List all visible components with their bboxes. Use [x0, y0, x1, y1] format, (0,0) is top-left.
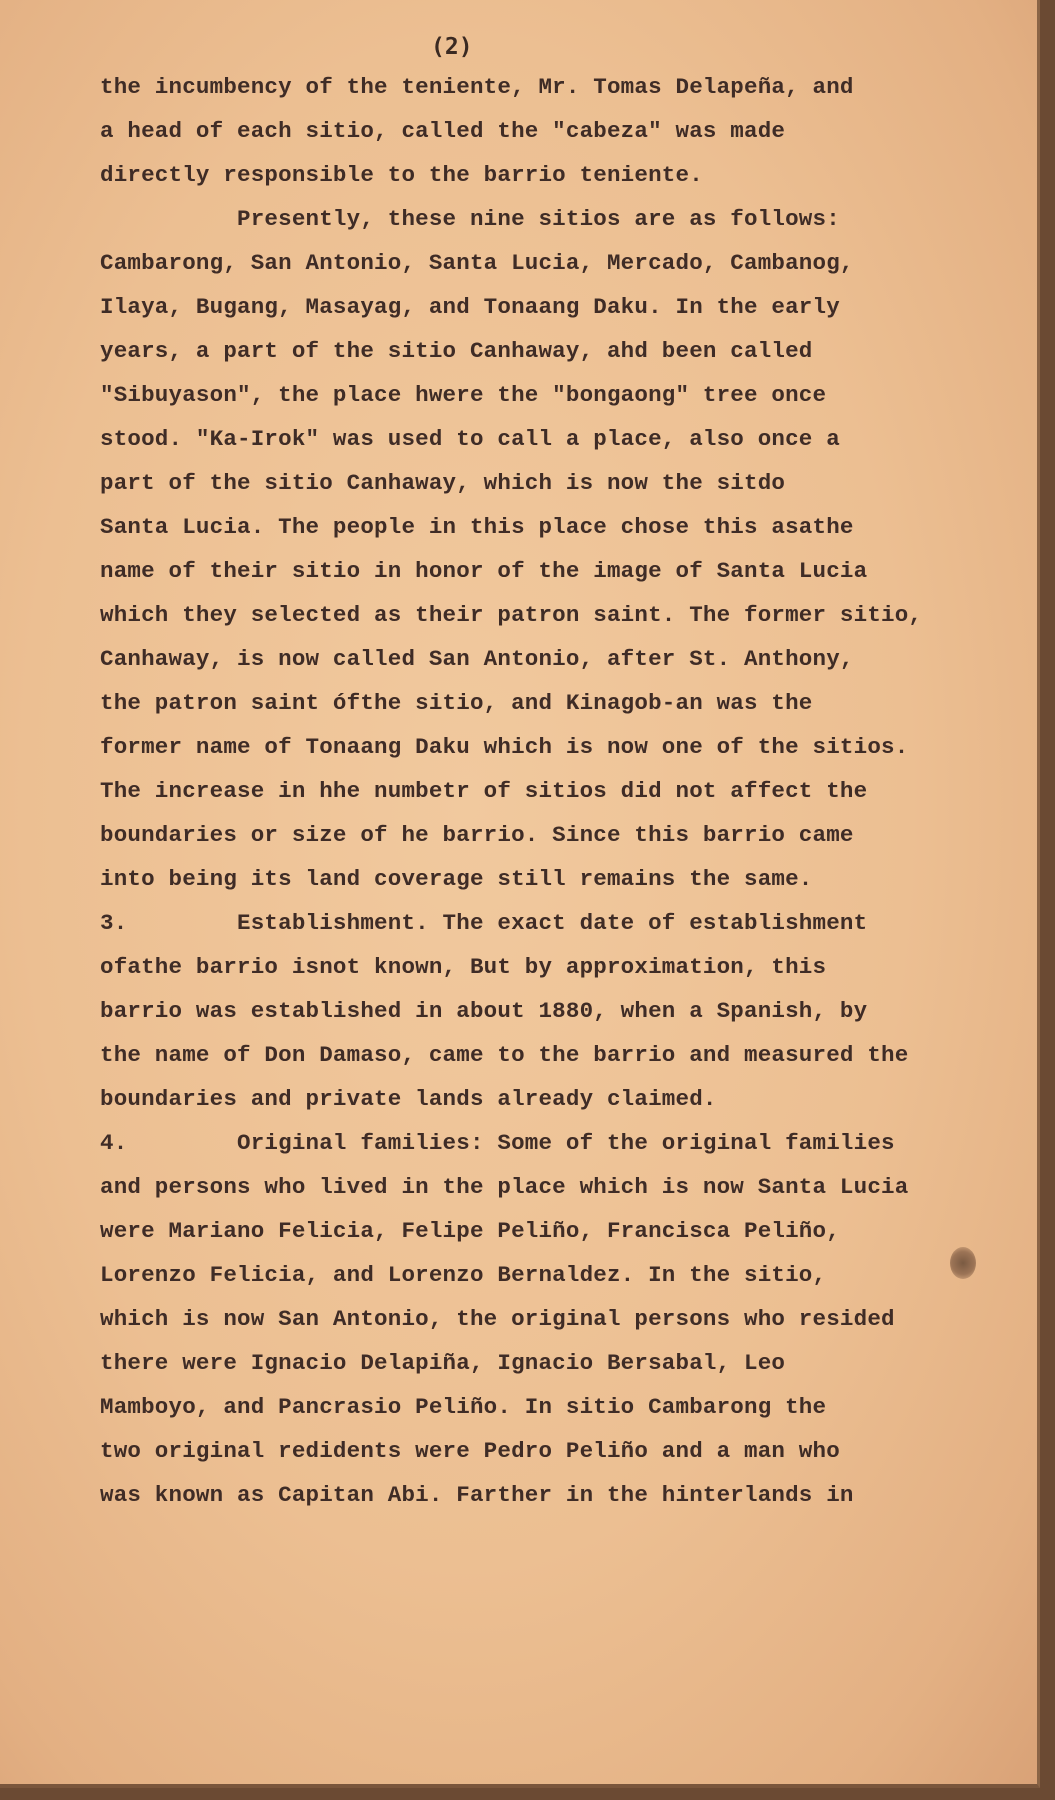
text-line: part of the sitio Canhaway, which is now the sitdo	[100, 470, 786, 496]
text-line: directly responsible to the barrio teniente.	[100, 162, 703, 188]
text-line: two original redidents were Pedro Peliño and a man who	[100, 1438, 840, 1464]
text-line: The increase in hhe numbetr of sitios did not affect the	[100, 778, 868, 804]
text-line: was known as Capitan Abi. Farther in the hinterlands in	[100, 1482, 854, 1508]
text-line: Lorenzo Felicia, and Lorenzo Bernaldez. In the sitio,	[100, 1262, 827, 1288]
text-line: a head of each sitio, called the "cabeza" was made	[100, 118, 786, 144]
text-line: "Sibuyason", the place hwere the "bongaong" tree once	[100, 382, 827, 408]
text-line: which they selected as their patron saint. The former sitio,	[100, 602, 923, 628]
text-line: there were Ignacio Delapiña, Ignacio Bersabal, Leo	[100, 1350, 786, 1376]
text-line: the name of Don Damaso, came to the barrio and measured the	[100, 1042, 909, 1068]
text-line: the patron saint ófthe sitio, and Kinagob-an was the	[100, 690, 813, 716]
text-line: were Mariano Felicia, Felipe Peliño, Francisca Peliño,	[100, 1218, 840, 1244]
text-line: the incumbency of the teniente, Mr. Tomas Delapeña, and	[100, 74, 854, 100]
text-line: ofathe barrio isnot known, But by approximation, this	[100, 954, 827, 980]
text-line: Santa Lucia. The people in this place chose this asathe	[100, 514, 854, 540]
text-line: and persons who lived in the place which is now Santa Lucia	[100, 1174, 909, 1200]
text-line: Mamboyo, and Pancrasio Peliño. In sitio Cambarong the	[100, 1394, 827, 1420]
text-line: which is now San Antonio, the original persons who resided	[100, 1306, 895, 1332]
text-line: Ilaya, Bugang, Masayag, and Tonaang Daku. In the early	[100, 294, 840, 320]
text-line: former name of Tonaang Daku which is now one of the sitios.	[100, 734, 909, 760]
text-line: stood. "Ka-Irok" was used to call a place, also once a	[100, 426, 840, 452]
text-line: boundaries or size of he barrio. Since this barrio came	[100, 822, 854, 848]
page-number: (2)	[431, 34, 473, 60]
ink-stain	[950, 1247, 976, 1279]
text-line: boundaries and private lands already claimed.	[100, 1086, 717, 1112]
text-line: barrio was established in about 1880, when a Spanish, by	[100, 998, 868, 1024]
text-line: Presently, these nine sitios are as follows:	[100, 206, 840, 232]
text-line: 4. Original families: Some of the original families	[100, 1130, 895, 1156]
text-line: Canhaway, is now called San Antonio, after St. Anthony,	[100, 646, 854, 672]
text-line: 3. Establishment. The exact date of establishment	[100, 910, 868, 936]
text-line: Cambarong, San Antonio, Santa Lucia, Mercado, Cambanog,	[100, 250, 854, 276]
text-line: years, a part of the sitio Canhaway, ahd been called	[100, 338, 813, 364]
text-line: into being its land coverage still remains the same.	[100, 866, 813, 892]
text-line: name of their sitio in honor of the image of Santa Lucia	[100, 558, 868, 584]
